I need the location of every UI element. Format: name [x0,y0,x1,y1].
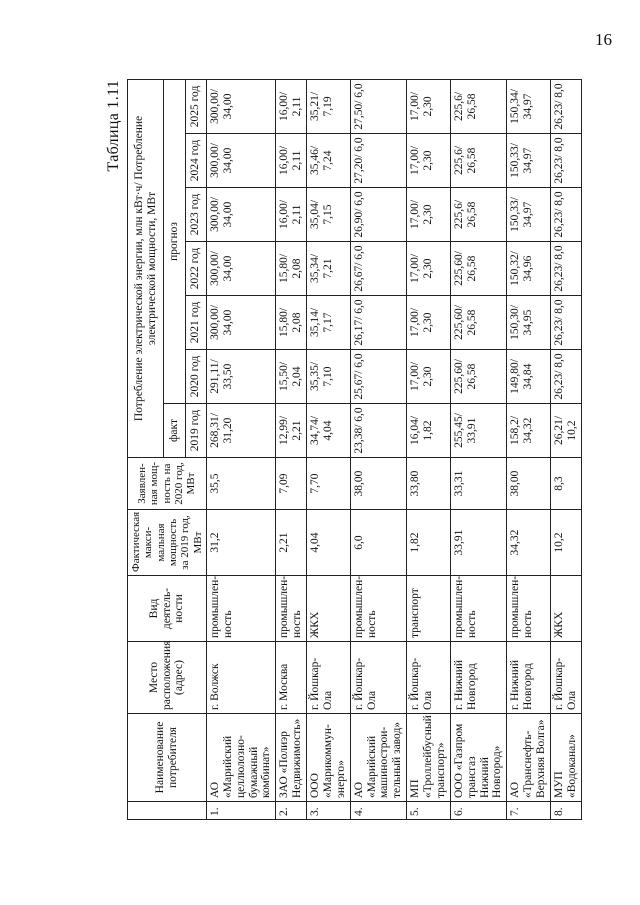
header-declared: Заявлен-ная мощ-ность на 2020 год, МВт [128,458,207,510]
year-value-cell: 15,80/ 2,08 [276,296,307,350]
header-actual-max: Фактическая макси-мальная мощность за 2019 год, МВт [128,510,207,576]
year-value-cell: 225,60/ 26,58 [450,242,507,296]
table-row [450,79,507,819]
declared-power: 38,00 [350,458,407,510]
activity-type: промышлен-ность [450,576,507,642]
year-value-cell: 225,60/ 26,58 [450,350,507,404]
year-value-cell: 12,99/ 2,21 [276,404,307,458]
row-number: 2. [276,802,307,820]
year-value-cell: 26,67/ 6,0 [350,242,407,296]
year-value-cell: 268,31/ 31,20 [206,404,275,458]
year-value-cell: 300,00/ 34,00 [206,242,275,296]
year-value-cell: 27,50/ 6,0 [350,79,407,133]
declared-power: 33,80 [407,458,451,510]
header-consumption-group: Потребление электрической энергии, млн кВт·ч/ Потребление электрической мощности, МВт [128,79,164,457]
year-value-cell: 17,00/ 2,30 [407,79,451,133]
year-value-cell: 300,00/ 34,00 [206,79,275,133]
year-value-cell: 225,6/ 26,58 [450,79,507,133]
year-value-cell: 26,23/ 8,0 [550,79,581,133]
consumer-location: г. Волжск [206,642,275,714]
year-value-cell: 35,21/ 7,19 [307,79,351,133]
declared-power: 7,70 [307,458,351,510]
table-container [105,80,625,820]
year-value-cell: 25,67/ 6,0 [350,350,407,404]
actual-max-power: 2,21 [276,510,307,576]
table-body [206,79,581,819]
activity-type: промышлен-ность [507,576,551,642]
year-value-cell: 35,46/ 7,24 [307,134,351,188]
year-value-cell: 291,11/ 33,50 [206,350,275,404]
year-value-cell: 35,34/ 7,21 [307,242,351,296]
activity-type: ЖКХ [550,576,581,642]
header-year: 2024 год [185,134,206,188]
activity-type: промышлен-ность [350,576,407,642]
year-value-cell: 300,00/ 34,00 [206,188,275,242]
year-value-cell: 35,14/ 7,17 [307,296,351,350]
year-value-cell: 27,20/ 6,0 [350,134,407,188]
row-number: 4. [350,802,407,820]
year-value-cell: 16,04/ 1,82 [407,404,451,458]
header-year: 2021 год [185,296,206,350]
activity-type: транспорт [407,576,451,642]
year-value-cell: 150,32/ 34,96 [507,242,551,296]
row-number: 8. [550,802,581,820]
consumer-location: г. Йошкар-Ола [350,642,407,714]
year-value-cell: 26,23/ 8,0 [550,296,581,350]
actual-max-power: 33,91 [450,510,507,576]
actual-max-power: 6,0 [350,510,407,576]
table-row [350,79,407,819]
header-name: Наименование потребителя [128,714,207,802]
year-value-cell: 225,6/ 26,58 [450,188,507,242]
rotated-table-area [105,80,625,820]
row-number: 1. [206,802,275,820]
header-year: 2019 год [185,404,206,458]
actual-max-power: 34,32 [507,510,551,576]
year-value-cell: 17,00/ 2,30 [407,242,451,296]
header-year: 2023 год [185,188,206,242]
year-value-cell: 15,80/ 2,08 [276,242,307,296]
header-activity: Вид деятель-ности [128,576,207,642]
year-value-cell: 26,21/ 10,2 [550,404,581,458]
activity-type: ЖКХ [307,576,351,642]
table-row [550,79,581,819]
year-value-cell: 26,23/ 8,0 [550,242,581,296]
row-number: 3. [307,802,351,820]
year-value-cell: 26,23/ 8,0 [550,188,581,242]
activity-type: промышлен-ность [206,576,275,642]
consumer-name: МУП «Водоканал» [550,714,581,802]
consumer-name: АО «Марийский целлюлозно-бумажный комбинат» [206,714,275,802]
declared-power: 35,5 [206,458,275,510]
year-value-cell: 16,00/ 2,11 [276,188,307,242]
year-value-cell: 26,23/ 8,0 [550,134,581,188]
year-value-cell: 149,80/ 34,84 [507,350,551,404]
header-forecast: прогноз [164,79,185,403]
row-number: 6. [450,802,507,820]
table-row [307,79,351,819]
activity-type: промышлен-ность [276,576,307,642]
row-number: 7. [507,802,551,820]
table-row [407,79,451,819]
header-fact: факт [164,404,185,458]
consumer-location: г. Москва [276,642,307,714]
year-value-cell: 255,45/ 33,91 [450,404,507,458]
year-value-cell: 16,00/ 2,11 [276,134,307,188]
table-row [276,79,307,819]
consumer-location: г. Йошкар-Ола [307,642,351,714]
year-value-cell: 225,60/ 26,58 [450,296,507,350]
year-value-cell: 17,00/ 2,30 [407,134,451,188]
table-row [206,79,275,819]
year-value-cell: 158,2/ 34,32 [507,404,551,458]
year-value-cell: 26,90/ 6,0 [350,188,407,242]
year-value-cell: 150,33/ 34,97 [507,134,551,188]
declared-power: 8,3 [550,458,581,510]
table-caption: Таблица 1.11 [105,80,122,172]
year-value-cell: 26,23/ 8,0 [550,350,581,404]
year-value-cell: 17,00/ 2,30 [407,296,451,350]
year-value-cell: 150,30/ 34,95 [507,296,551,350]
year-value-cell: 16,00/ 2,11 [276,79,307,133]
consumer-name: ООО «Газпром трансгаз Нижний Новгород» [450,714,507,802]
header-year: 2022 год [185,242,206,296]
year-value-cell: 15,50/ 2,04 [276,350,307,404]
consumer-location: г. Нижний Новгород [450,642,507,714]
actual-max-power: 10,2 [550,510,581,576]
declared-power: 7,09 [276,458,307,510]
year-value-cell: 225,6/ 26,58 [450,134,507,188]
consumer-name: ООО «Марикоммун-энерго» [307,714,351,802]
year-value-cell: 34,74/ 4,04 [307,404,351,458]
consumer-location: г. Йошкар-Ола [407,642,451,714]
row-number: 5. [407,802,451,820]
consumption-table [127,79,582,820]
year-value-cell: 35,35/ 7,10 [307,350,351,404]
year-value-cell: 17,00/ 2,30 [407,188,451,242]
consumer-location: г. Йошкар-Ола [550,642,581,714]
year-value-cell: 150,34/ 34,97 [507,79,551,133]
actual-max-power: 1,82 [407,510,451,576]
year-value-cell: 150,33/ 34,97 [507,188,551,242]
consumer-name: ЗАО «Полиэр Недвижимость» [276,714,307,802]
declared-power: 38,00 [507,458,551,510]
header-num [128,802,207,820]
page-number: 16 [595,30,612,49]
consumer-name: АО «Марийский машинострои-тельный завод» [350,714,407,802]
year-value-cell: 17,00/ 2,30 [407,350,451,404]
year-value-cell: 26,17/ 6,0 [350,296,407,350]
consumer-name: МП «Троллейбусный транспорт» [407,714,451,802]
actual-max-power: 4,04 [307,510,351,576]
year-value-cell: 300,00/ 34,00 [206,296,275,350]
header-year: 2020 год [185,350,206,404]
actual-max-power: 31,2 [206,510,275,576]
declared-power: 33,31 [450,458,507,510]
header-row-1 [128,79,164,819]
year-value-cell: 35,04/ 7,15 [307,188,351,242]
year-value-cell: 23,38/ 6,0 [350,404,407,458]
consumer-location: г. Нижний Новгород [507,642,551,714]
year-value-cell: 300,00/ 34,00 [206,134,275,188]
consumer-name: АО «Транснефть-Верхняя Волга» [507,714,551,802]
header-location: Место расположения (адрес) [128,642,207,714]
table-row [507,79,551,819]
header-year: 2025 год [185,79,206,133]
